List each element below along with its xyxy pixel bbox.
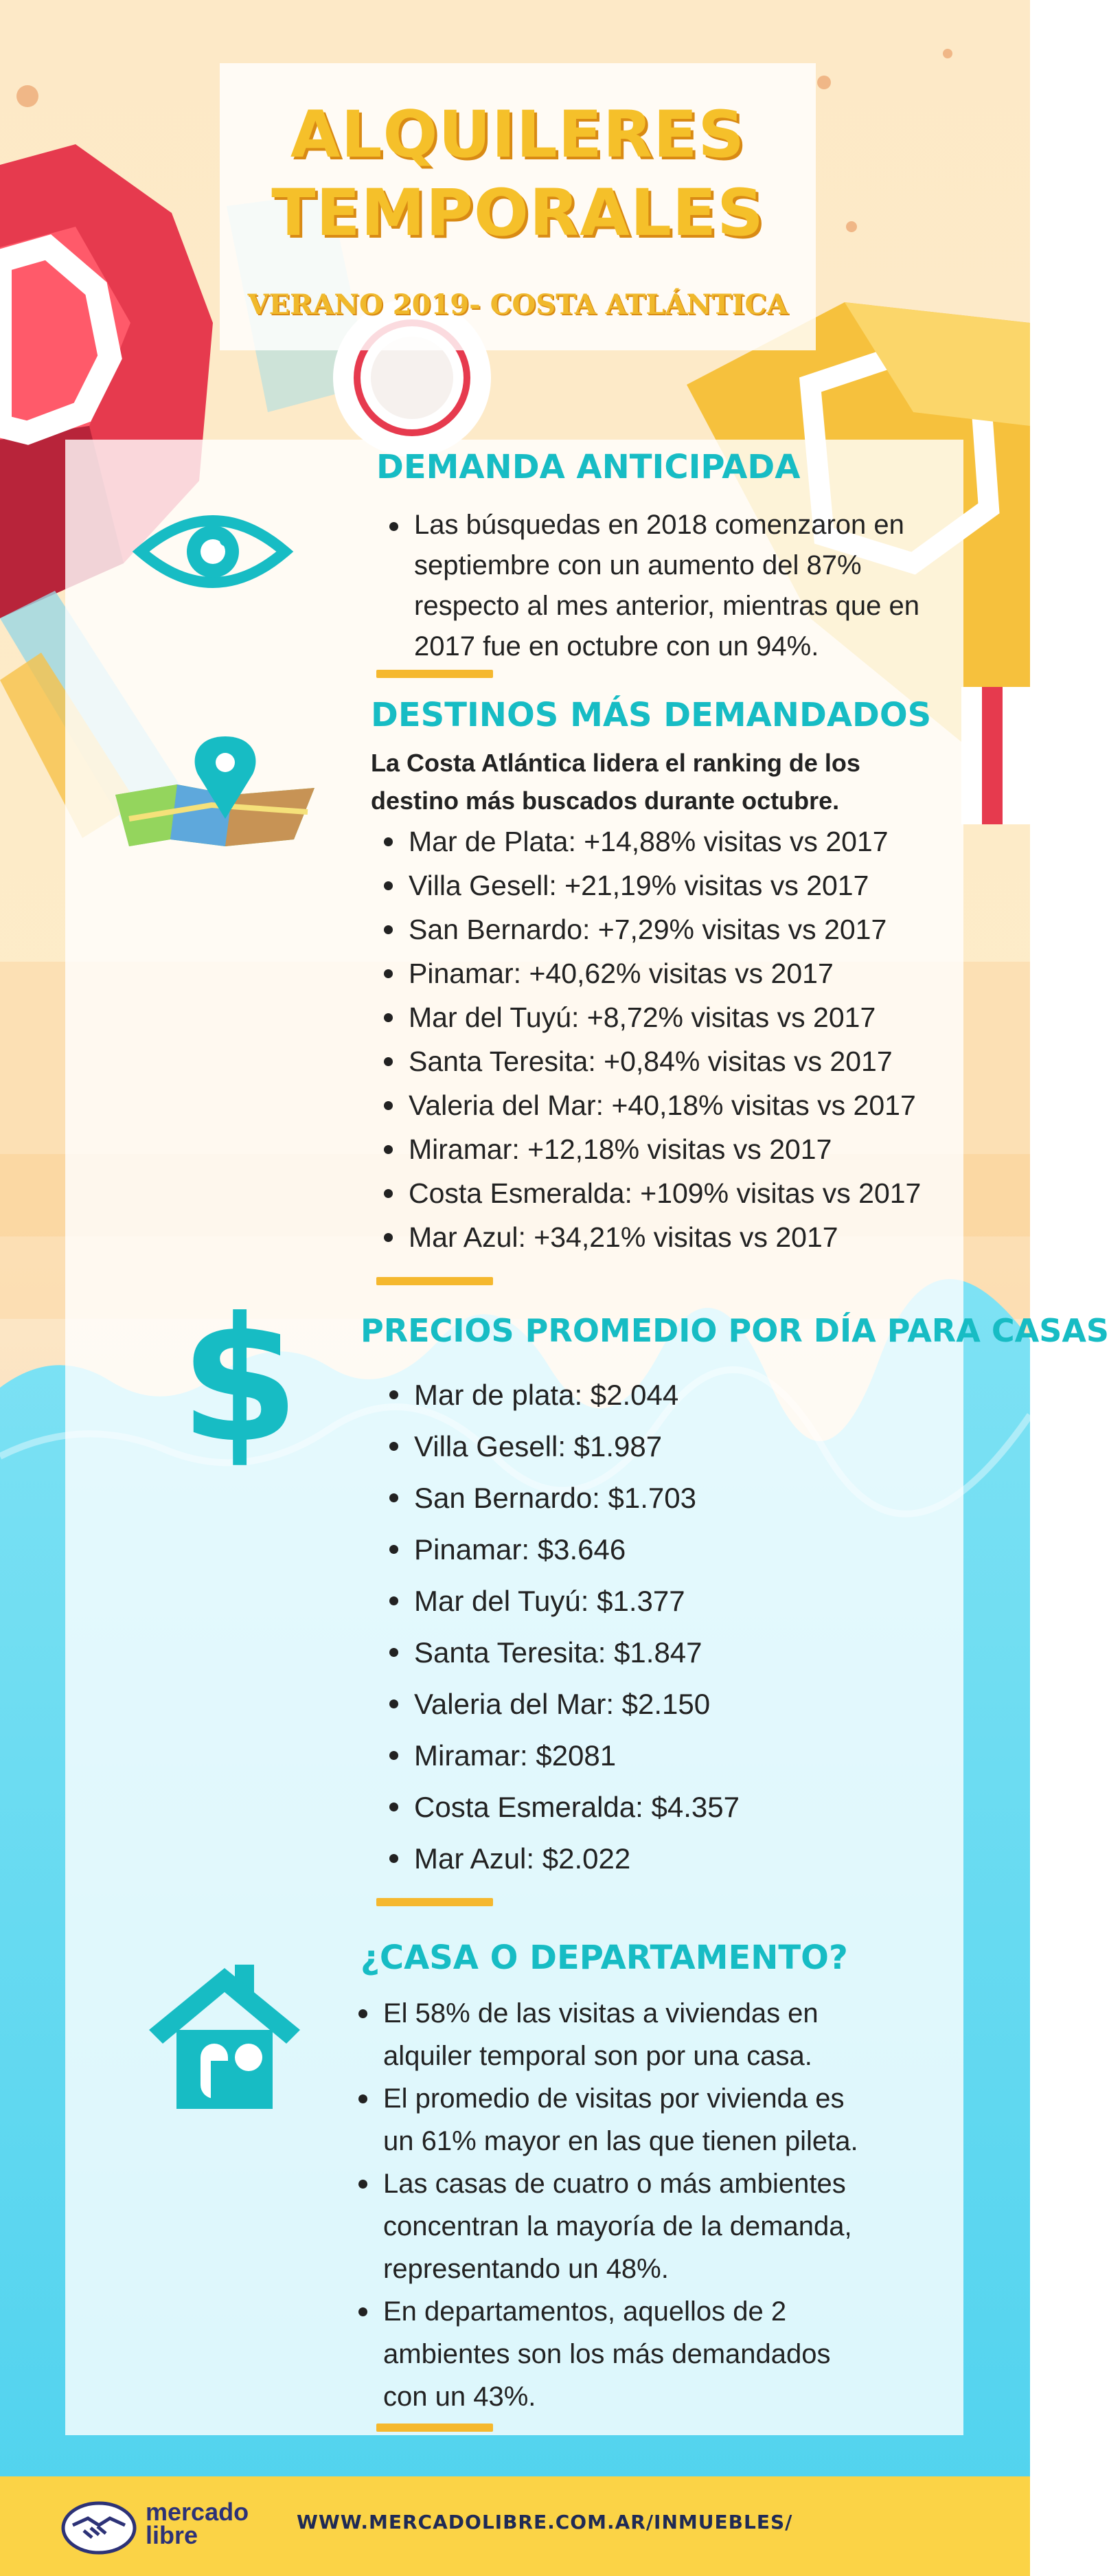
section-title-demanda: DEMANDA ANTICIPADA [376,448,801,486]
list-item: Miramar: +12,18% visitas vs 2017 [381,1127,944,1171]
footer-url-link[interactable]: WWW.MERCADOLIBRE.COM.AR/INMUEBLES/ [297,2511,793,2533]
destinos-intro: La Costa Atlántica lidera el ranking de los destino más buscados durante octubre. [371,749,860,815]
house-icon [146,1958,304,2116]
list-item: Pinamar: +40,62% visitas vs 2017 [381,951,944,995]
list-item: Mar del Tuyú: $1.377 [387,1575,936,1627]
eye-icon [134,504,292,600]
section-title-casa: ¿CASA O DEPARTAMENTO? [361,1939,848,1977]
section-title-precios: PRECIOS PROMEDIO POR DÍA PARA CASAS [361,1312,1109,1349]
demanda-text: Las búsquedas en 2018 comenzaron en septiembre con un aumento del 87% respecto al mes anterior, mientras que en 2017 fue en octubre con un 94%. [387,505,936,667]
list-item: El 58% de las visitas a viviendas en alquiler temporal son por una casa. [356,1992,878,2077]
list-item: San Bernardo: $1.703 [387,1472,936,1524]
list-item: Villa Gesell: +21,19% visitas vs 2017 [381,863,944,907]
list-item: Valeria del Mar: $2.150 [387,1678,936,1730]
brand-logo[interactable] [146,2500,249,2547]
list-item: El promedio de visitas por vivienda es un 61% mayor en las que tienen pileta. [356,2077,878,2162]
page-subtitle: VERANO 2019- COSTA ATLÁNTICA [247,289,788,321]
section-divider-3 [376,1898,493,1906]
list-item: Santa Teresita: $1.847 [387,1627,936,1678]
title-line-1: ALQUILERES [290,98,746,172]
casa-list [356,1992,878,2418]
list-item: Valeria del Mar: +40,18% visitas vs 2017 [381,1083,944,1127]
list-item: Mar del Tuyú: +8,72% visitas vs 2017 [381,995,944,1039]
precios-list [387,1369,936,1884]
section-divider-1 [376,670,493,678]
brand-line-2: libre [146,2521,198,2549]
list-item: Las casas de cuatro o más ambientes concentran la mayoría de la demanda, representando un 48%. [356,2162,878,2290]
list-item: Costa Esmeralda: +109% visitas vs 2017 [381,1171,944,1215]
brand-line-1: mercado [146,2498,249,2526]
section-divider-2 [376,1277,493,1285]
title-line-2: TEMPORALES [271,176,764,251]
section-divider-4 [376,2424,493,2432]
handshake-icon [60,2500,137,2555]
page-title [227,96,809,253]
list-item: Pinamar: $3.646 [387,1524,936,1575]
list-item: Costa Esmeralda: $4.357 [387,1781,936,1833]
map-pin-icon [108,730,321,853]
list-item: Mar Azul: $2.022 [387,1833,936,1884]
demanda-body [387,505,936,667]
section-title-destinos: DESTINOS MÁS DEMANDADOS [371,696,932,734]
list-item: Mar de plata: $2.044 [387,1369,936,1421]
list-item: Mar Azul: +34,21% visitas vs 2017 [381,1215,944,1259]
list-item: Miramar: $2081 [387,1730,936,1781]
dollar-icon: $ [180,1280,299,1480]
list-item: En departamentos, aquellos de 2 ambientes son los más demandados con un 43%. [356,2290,878,2418]
list-item: Villa Gesell: $1.987 [387,1421,936,1472]
list-item: San Bernardo: +7,29% visitas vs 2017 [381,907,944,951]
list-item: Mar de Plata: +14,88% visitas vs 2017 [381,820,944,863]
destinos-list [381,820,944,1259]
list-item: Santa Teresita: +0,84% visitas vs 2017 [381,1039,944,1083]
